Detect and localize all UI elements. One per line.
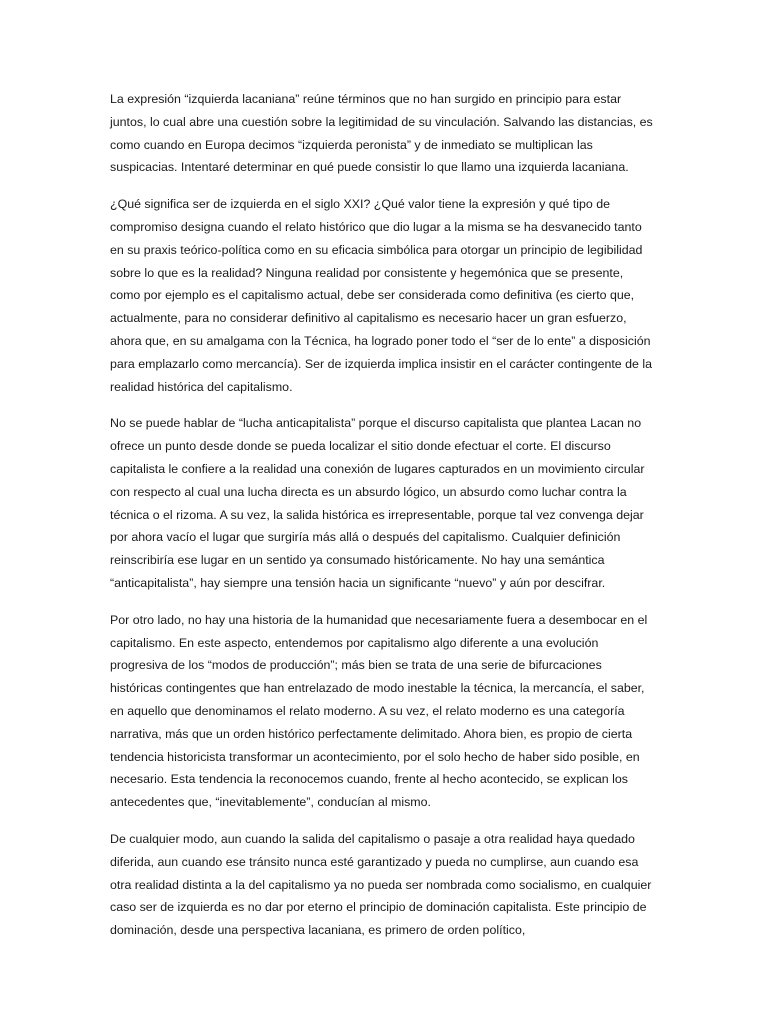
paragraph-2: ¿Qué significa ser de izquierda en el siglo XXI? ¿Qué valor tiene la expresión y qué tipo de compromiso designa cuando el relato histórico que dio lugar a la misma se ha desvanecido tanto en su praxis teórico-política como en su eficacia simbólica para otorgar un principio de legibilidad sobre lo que es la realidad? Ninguna realidad por consistente y hegemónica que se presente, como por ejemplo es el capitalismo actual, debe ser considerada como definitiva (es cierto que, actualmente, para no considerar definitivo al capitalismo es necesario hacer un gran esfuerzo, ahora que, en su amalgama con la Técnica, ha logrado poner todo el “ser de lo ente” a disposición para emplazarlo como mercancía). Ser de izquierda implica insistir en el carácter contingente de la realidad histórica del capitalismo. [110,197,653,394]
paragraph-3: No se puede hablar de “lucha anticapitalista” porque el discurso capitalista que plantea Lacan no ofrece un punto desde donde se pueda localizar el sitio donde efectuar el corte. El discurso capitalista le confiere a la realidad una conexión de lugares capturados en un movimiento circular con respecto al cual una lucha directa es un absurdo lógico, un absurdo como luchar contra la técnica o el rizoma. A su vez, la salida histórica es irrepresentable, porque tal vez convenga dejar por ahora vacío el lugar que surgiría más allá o después del capitalismo. Cualquier definición reinscribiría ese lugar en un sentido ya consumado históricamente. No hay una semántica “anticapitalista”, hay siempre una tensión hacia un significante “nuevo” y aún por descifrar. [110,416,645,590]
document-page [110,88,656,956]
paragraph-4: Por otro lado, no hay una historia de la humanidad que necesariamente fuera a desembocar en el capitalismo. En este aspecto, entendemos por capitalismo algo diferente a una evolución progresiva de los “modos de producción”; más bien se trata de una serie de bifurcaciones históricas contingentes que han entrelazado de modo inestable la técnica, la mercancía, el saber, en aquello que denominamos el relato moderno. A su vez, el relato moderno es una categoría narrativa, más que un orden histórico perfectamente delimitado. Ahora bien, es propio de cierta tendencia historicista transformar un acontecimiento, por el solo hecho de haber sido posible, en necesario. Esta tendencia la reconocemos cuando, frente al hecho acontecido, se explican los antecedentes que, “inevitablemente”, conducían al mismo. [110,612,648,810]
paragraph-1: La expresión “izquierda lacaniana” reúne términos que no han surgido en principio para estar juntos, lo cual abre una cuestión sobre la legitimidad de su vinculación. Salvando las distancias, es como cuando en Europa decimos “izquierda peronista” y de inmediato se multiplican las suspicacias. Intentaré determinar en qué puede consistir lo que llamo una izquierda lacaniana. [110,92,653,175]
paragraph-5: De cualquier modo, aun cuando la salida del capitalismo o pasaje a otra realidad haya quedado diferida, aun cuando ese tránsito nunca esté garantizado y pueda no cumplirse, aun cuando esa otra realidad distinta a la del capitalismo ya no pueda ser nombrada como socialismo, en cualquier caso ser de izquierda es no dar por eterno el principio de dominación capitalista. Este principio de dominación, desde una perspectiva lacaniana, es primero de orden político, [110,831,652,938]
